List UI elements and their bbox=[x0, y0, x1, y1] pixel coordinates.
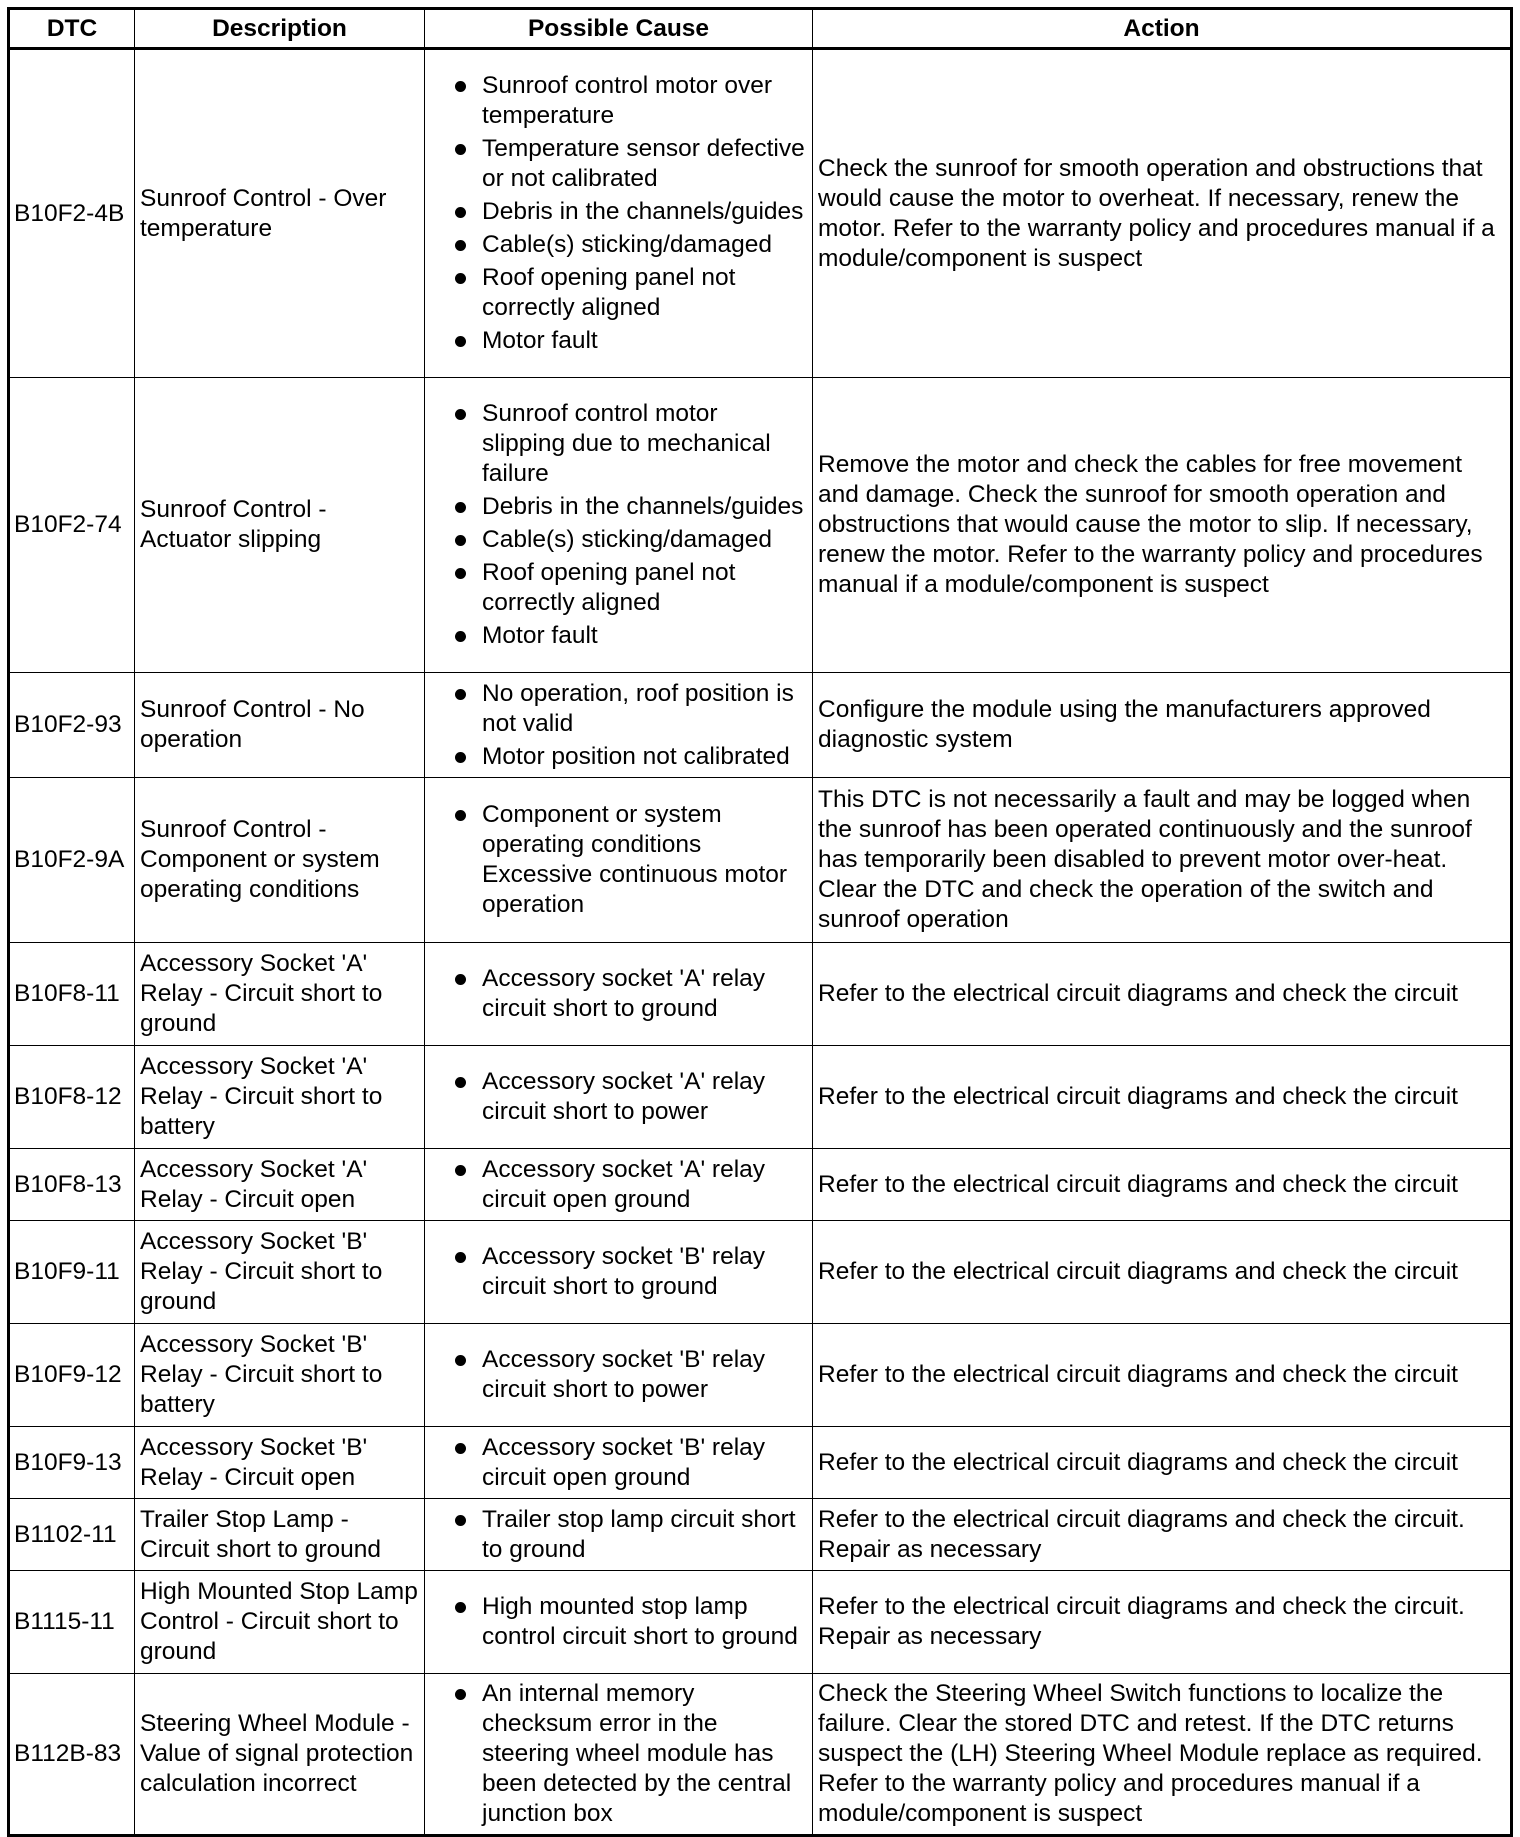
possible-cause-cell bbox=[425, 1149, 813, 1221]
cause-list-item: Sunroof control motor over temperature bbox=[430, 71, 807, 131]
action-text: This DTC is not necessarily a fault and may be logged when the sunroof has been operated continuously and the sunroof has temporarily been disabled to prevent motor over-heat. Clear the DTC and check the operation of the switch and sunroof operation bbox=[813, 778, 1512, 943]
table-row bbox=[9, 1046, 1512, 1149]
header-possible-cause: Possible Cause bbox=[425, 9, 813, 49]
possible-cause-cell bbox=[425, 1499, 813, 1571]
action-text: Refer to the electrical circuit diagrams and check the circuit bbox=[813, 1221, 1512, 1324]
action-text: Refer to the electrical circuit diagrams and check the circuit. Repair as necessary bbox=[813, 1571, 1512, 1674]
possible-cause-cell bbox=[425, 49, 813, 378]
table-row bbox=[9, 1499, 1512, 1571]
possible-cause-cell bbox=[425, 1427, 813, 1499]
action-text: Check the Steering Wheel Switch functions to localize the failure. Clear the stored DTC and retest. If the DTC returns suspect the (LH) Steering Wheel Module replace as required. Refer to the warranty policy and procedures manual if a module/component is suspect bbox=[813, 1674, 1512, 1836]
header-dtc: DTC bbox=[9, 9, 135, 49]
dtc-code: B10F9-12 bbox=[9, 1324, 135, 1427]
possible-cause-cell bbox=[425, 673, 813, 778]
action-text: Refer to the electrical circuit diagrams and check the circuit bbox=[813, 1149, 1512, 1221]
cause-list-item: An internal memory checksum error in the steering wheel module has been detected by the central junction box bbox=[430, 1679, 807, 1829]
cause-list-item: Sunroof control motor slipping due to mechanical failure bbox=[430, 399, 807, 489]
cause-list-item: No operation, roof position is not valid bbox=[430, 679, 807, 739]
cause-list-item: Roof opening panel not correctly aligned bbox=[430, 263, 807, 323]
cause-list-item: Accessory socket 'B' relay circuit short to power bbox=[430, 1345, 807, 1405]
dtc-code: B1102-11 bbox=[9, 1499, 135, 1571]
header-description: Description bbox=[135, 9, 425, 49]
dtc-description: Sunroof Control - Component or system operating conditions bbox=[135, 778, 425, 943]
cause-list-item: Debris in the channels/guides bbox=[430, 197, 807, 227]
table-row bbox=[9, 1149, 1512, 1221]
dtc-description: Accessory Socket 'B' Relay - Circuit short to ground bbox=[135, 1221, 425, 1324]
action-text: Check the sunroof for smooth operation and obstructions that would cause the motor to overheat. If necessary, renew the motor. Refer to the warranty policy and procedures manual if a module/component is suspect bbox=[813, 49, 1512, 378]
cause-list bbox=[430, 1067, 807, 1127]
table-row bbox=[9, 49, 1512, 378]
cause-list bbox=[430, 1433, 807, 1493]
cause-list bbox=[430, 964, 807, 1024]
table-row bbox=[9, 943, 1512, 1046]
dtc-code: B10F2-9A bbox=[9, 778, 135, 943]
possible-cause-cell bbox=[425, 943, 813, 1046]
cause-list-item: Cable(s) sticking/damaged bbox=[430, 525, 807, 555]
table-row bbox=[9, 378, 1512, 673]
table-row bbox=[9, 673, 1512, 778]
table-row bbox=[9, 1324, 1512, 1427]
possible-cause-cell bbox=[425, 378, 813, 673]
action-text: Refer to the electrical circuit diagrams and check the circuit bbox=[813, 1046, 1512, 1149]
dtc-description: Trailer Stop Lamp - Circuit short to ground bbox=[135, 1499, 425, 1571]
cause-list-item: Debris in the channels/guides bbox=[430, 492, 807, 522]
table-row bbox=[9, 1221, 1512, 1324]
cause-list-item: Motor fault bbox=[430, 326, 807, 356]
dtc-code: B1115-11 bbox=[9, 1571, 135, 1674]
cause-list-item: Accessory socket 'A' relay circuit open ground bbox=[430, 1155, 807, 1215]
cause-list-item: Accessory socket 'B' relay circuit short to ground bbox=[430, 1242, 807, 1302]
action-text: Refer to the electrical circuit diagrams and check the circuit bbox=[813, 943, 1512, 1046]
cause-list-item: Trailer stop lamp circuit short to ground bbox=[430, 1505, 807, 1565]
cause-list-item: Cable(s) sticking/damaged bbox=[430, 230, 807, 260]
table-row bbox=[9, 1571, 1512, 1674]
table-row bbox=[9, 778, 1512, 943]
dtc-code: B112B-83 bbox=[9, 1674, 135, 1836]
dtc-description: High Mounted Stop Lamp Control - Circuit short to ground bbox=[135, 1571, 425, 1674]
cause-list bbox=[430, 1505, 807, 1565]
table-body bbox=[9, 49, 1512, 1836]
cause-list bbox=[430, 1592, 807, 1652]
cause-list-item: Motor fault bbox=[430, 621, 807, 651]
possible-cause-cell bbox=[425, 778, 813, 943]
action-text: Configure the module using the manufacturers approved diagnostic system bbox=[813, 673, 1512, 778]
dtc-table bbox=[7, 7, 1513, 1837]
action-text: Remove the motor and check the cables for free movement and damage. Check the sunroof for smooth operation and obstructions that would cause the motor to slip. If necessary, renew the motor. Refer to the warranty policy and procedures manual if a module/component is suspect bbox=[813, 378, 1512, 673]
cause-list-item: Accessory socket 'A' relay circuit short to ground bbox=[430, 964, 807, 1024]
dtc-code: B10F8-11 bbox=[9, 943, 135, 1046]
dtc-description: Accessory Socket 'A' Relay - Circuit short to battery bbox=[135, 1046, 425, 1149]
dtc-code: B10F9-11 bbox=[9, 1221, 135, 1324]
cause-list-item: Motor position not calibrated bbox=[430, 742, 807, 772]
cause-list bbox=[430, 800, 807, 920]
possible-cause-cell bbox=[425, 1571, 813, 1674]
action-text: Refer to the electrical circuit diagrams and check the circuit. Repair as necessary bbox=[813, 1499, 1512, 1571]
cause-list bbox=[430, 71, 807, 356]
cause-list bbox=[430, 399, 807, 651]
dtc-description: Accessory Socket 'B' Relay - Circuit short to battery bbox=[135, 1324, 425, 1427]
dtc-code: B10F2-74 bbox=[9, 378, 135, 673]
table-row bbox=[9, 1427, 1512, 1499]
cause-list bbox=[430, 679, 807, 772]
cause-list bbox=[430, 1242, 807, 1302]
cause-list-item: Component or system operating conditions Excessive continuous motor operation bbox=[430, 800, 807, 920]
possible-cause-cell bbox=[425, 1046, 813, 1149]
dtc-code: B10F8-12 bbox=[9, 1046, 135, 1149]
action-text: Refer to the electrical circuit diagrams and check the circuit bbox=[813, 1427, 1512, 1499]
dtc-code: B10F2-93 bbox=[9, 673, 135, 778]
dtc-description: Accessory Socket 'B' Relay - Circuit open bbox=[135, 1427, 425, 1499]
dtc-code: B10F9-13 bbox=[9, 1427, 135, 1499]
table-row bbox=[9, 1674, 1512, 1836]
dtc-code: B10F2-4B bbox=[9, 49, 135, 378]
cause-list-item: Roof opening panel not correctly aligned bbox=[430, 558, 807, 618]
cause-list bbox=[430, 1679, 807, 1829]
possible-cause-cell bbox=[425, 1221, 813, 1324]
dtc-description: Sunroof Control - Over temperature bbox=[135, 49, 425, 378]
cause-list-item: Accessory socket 'A' relay circuit short to power bbox=[430, 1067, 807, 1127]
cause-list-item: High mounted stop lamp control circuit short to ground bbox=[430, 1592, 807, 1652]
dtc-description: Accessory Socket 'A' Relay - Circuit open bbox=[135, 1149, 425, 1221]
dtc-description: Sunroof Control - Actuator slipping bbox=[135, 378, 425, 673]
dtc-description: Sunroof Control - No operation bbox=[135, 673, 425, 778]
cause-list bbox=[430, 1345, 807, 1405]
dtc-code: B10F8-13 bbox=[9, 1149, 135, 1221]
cause-list bbox=[430, 1155, 807, 1215]
action-text: Refer to the electrical circuit diagrams and check the circuit bbox=[813, 1324, 1512, 1427]
dtc-description: Accessory Socket 'A' Relay - Circuit short to ground bbox=[135, 943, 425, 1046]
possible-cause-cell bbox=[425, 1324, 813, 1427]
cause-list-item: Temperature sensor defective or not calibrated bbox=[430, 134, 807, 194]
possible-cause-cell bbox=[425, 1674, 813, 1836]
dtc-description: Steering Wheel Module - Value of signal protection calculation incorrect bbox=[135, 1674, 425, 1836]
header-action: Action bbox=[813, 9, 1512, 49]
table-header-row bbox=[9, 9, 1512, 49]
cause-list-item: Accessory socket 'B' relay circuit open ground bbox=[430, 1433, 807, 1493]
